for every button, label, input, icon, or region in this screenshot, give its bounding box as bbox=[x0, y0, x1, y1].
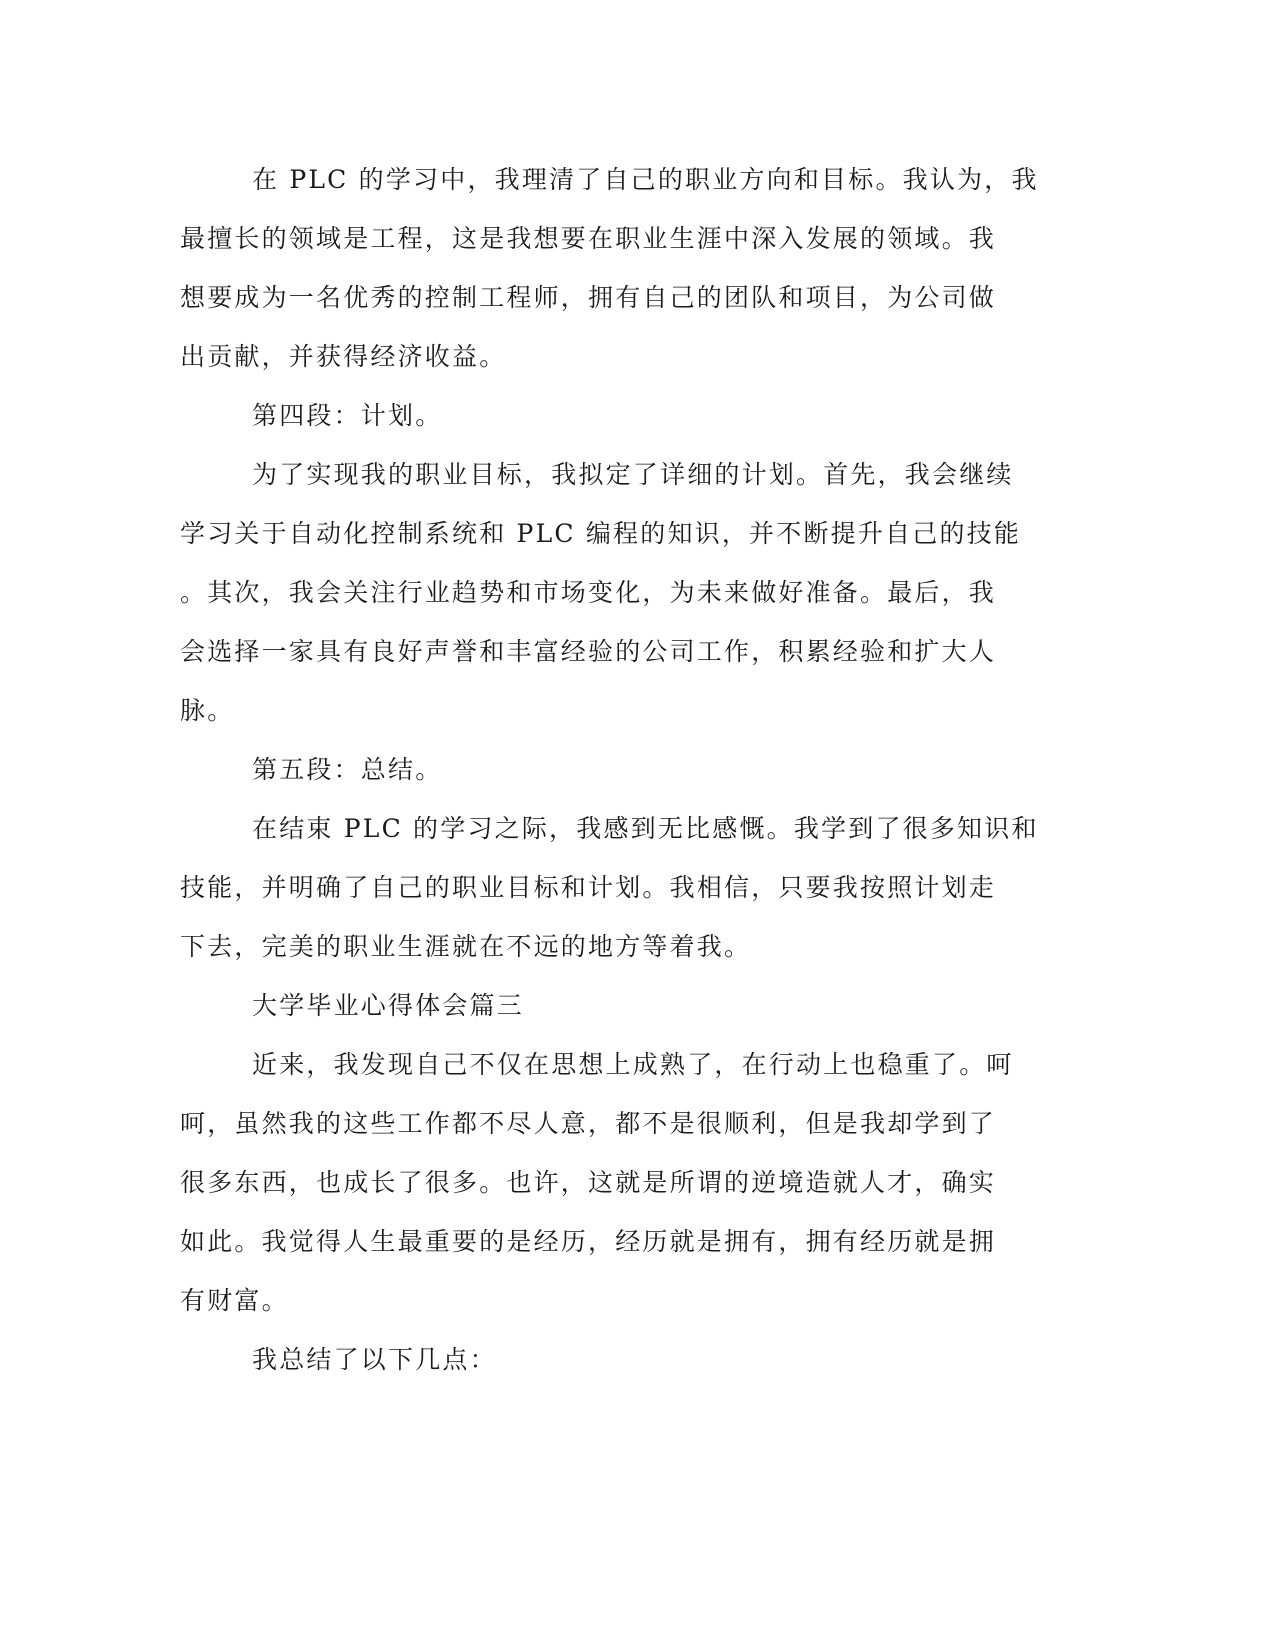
paragraph-line: 想要成为一名优秀的控制工程师，拥有自己的团队和项目，为公司做 bbox=[180, 283, 997, 312]
section-heading: 第四段：计划。 bbox=[252, 401, 443, 430]
paragraph-line: 技能，并明确了自己的职业目标和计划。我相信，只要我按照计划走 bbox=[180, 873, 997, 902]
paragraph-line: 在结束 PLC 的学习之际，我感到无比感慨。我学到了很多知识和 bbox=[252, 814, 1039, 843]
paragraph-line: 呵，虽然我的这些工作都不尽人意，都不是很顺利，但是我却学到了 bbox=[180, 1109, 997, 1138]
paragraph-line: 最擅长的领域是工程，这是我想要在职业生涯中深入发展的领域。我 bbox=[180, 224, 997, 253]
paragraph-line: 我总结了以下几点： bbox=[252, 1345, 497, 1374]
paragraph-line: 学习关于自动化控制系统和 PLC 编程的知识，并不断提升自己的技能 bbox=[180, 519, 1022, 548]
article-title: 大学毕业心得体会篇三 bbox=[252, 991, 525, 1020]
paragraph-line: 在 PLC 的学习中，我理清了自己的职业方向和目标。我认为，我 bbox=[252, 165, 1039, 194]
section-heading: 第五段：总结。 bbox=[252, 755, 443, 784]
paragraph-line: 有财富。 bbox=[180, 1286, 289, 1315]
paragraph-line: 如此。我觉得人生最重要的是经历，经历就是拥有，拥有经历就是拥 bbox=[180, 1227, 997, 1256]
paragraph-line: 很多东西，也成长了很多。也许，这就是所谓的逆境造就人才，确实 bbox=[180, 1168, 997, 1197]
paragraph-line: 出贡献，并获得经济收益。 bbox=[180, 342, 507, 371]
paragraph-line: 近来，我发现自己不仅在思想上成熟了，在行动上也稳重了。呵 bbox=[252, 1050, 1014, 1079]
paragraph-line: 会选择一家具有良好声誉和丰富经验的公司工作，积累经验和扩大人 bbox=[180, 637, 997, 666]
paragraph-line: 。其次，我会关注行业趋势和市场变化，为未来做好准备。最后，我 bbox=[180, 578, 997, 607]
paragraph-line: 下去，完美的职业生涯就在不远的地方等着我。 bbox=[180, 932, 752, 961]
paragraph-line: 脉。 bbox=[180, 696, 235, 725]
paragraph-line: 为了实现我的职业目标，我拟定了详细的计划。首先，我会继续 bbox=[252, 460, 1014, 489]
